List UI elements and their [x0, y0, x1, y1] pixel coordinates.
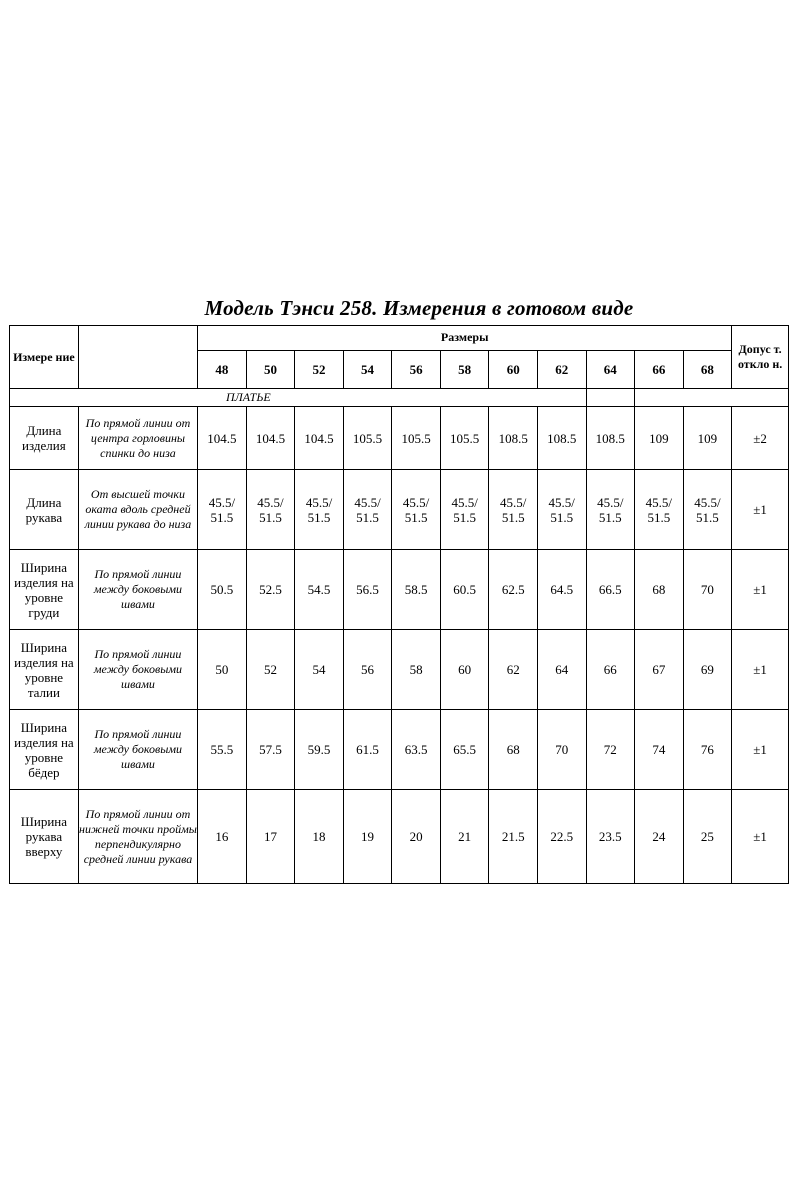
measurement-value: 108.5	[537, 407, 586, 470]
measurement-row	[10, 407, 789, 470]
measurement-value: 109	[635, 407, 684, 470]
measurement-value: 69	[683, 630, 732, 710]
measurement-row	[10, 630, 789, 710]
measurement-value: 62.5	[489, 550, 538, 630]
measurement-value: 20	[392, 790, 441, 884]
measurement-description: По прямой линии от центра горловины спинки до низа	[78, 407, 197, 470]
measurement-value: 74	[635, 710, 684, 790]
measurement-value: 64	[537, 630, 586, 710]
measurement-value: 76	[683, 710, 732, 790]
measurement-value: 24	[635, 790, 684, 884]
measurement-value: 66.5	[586, 550, 635, 630]
measurement-value: 18	[295, 790, 344, 884]
tolerance-value: ±1	[732, 550, 789, 630]
measurement-value: 70	[683, 550, 732, 630]
measurement-description: По прямой линии между боковыми швами	[78, 630, 197, 710]
measurement-value: 58.5	[392, 550, 441, 630]
measurement-value: 52.5	[246, 550, 295, 630]
size-header-cell: 52	[295, 351, 344, 389]
measurement-value: 62	[489, 630, 538, 710]
measurement-value: 58	[392, 630, 441, 710]
size-header-cell: 64	[586, 351, 635, 389]
measurement-value: 108.5	[489, 407, 538, 470]
measurement-description: По прямой линии между боковыми швами	[78, 550, 197, 630]
measurement-value: 45.5/ 51.5	[489, 470, 538, 550]
sizes-header: Размеры	[198, 326, 732, 351]
section-row	[10, 389, 789, 407]
measurement-value: 16	[198, 790, 247, 884]
tolerance-value: ±1	[732, 790, 789, 884]
size-header-cell: 58	[440, 351, 489, 389]
measurement-value: 60.5	[440, 550, 489, 630]
measurement-value: 61.5	[343, 710, 392, 790]
measurement-value: 63.5	[392, 710, 441, 790]
measurement-value: 22.5	[537, 790, 586, 884]
measurement-value: 68	[635, 550, 684, 630]
measurement-value: 50	[198, 630, 247, 710]
measurement-value: 65.5	[440, 710, 489, 790]
measurement-value: 55.5	[198, 710, 247, 790]
measurement-value: 68	[489, 710, 538, 790]
measurement-value: 108.5	[586, 407, 635, 470]
section-spacer-cell	[635, 389, 789, 407]
measurement-value: 25	[683, 790, 732, 884]
tolerance-value: ±2	[732, 407, 789, 470]
tolerance-value: ±1	[732, 710, 789, 790]
document-title: Модель Тэнси 258. Измерения в готовом виде	[204, 296, 634, 320]
size-header-cell: 50	[246, 351, 295, 389]
measurement-row	[10, 710, 789, 790]
measurement-description: По прямой линии от нижней точки проймы перпендикулярно средней линии рукава	[78, 790, 197, 884]
measurement-value: 56.5	[343, 550, 392, 630]
measurement-value: 66	[586, 630, 635, 710]
header-row-sizes-label	[10, 326, 789, 351]
measurement-name: Ширина изделия на уровне талии	[10, 630, 79, 710]
measurements-table	[9, 325, 789, 884]
measurement-value: 21.5	[489, 790, 538, 884]
measurement-value: 105.5	[392, 407, 441, 470]
measurement-name: Ширина изделия на уровне бёдер	[10, 710, 79, 790]
measurement-value: 105.5	[343, 407, 392, 470]
measurement-value: 23.5	[586, 790, 635, 884]
measurement-value: 45.5/ 51.5	[198, 470, 247, 550]
measurement-value: 45.5/ 51.5	[246, 470, 295, 550]
measurement-name: Ширина рукава вверху	[10, 790, 79, 884]
measurement-value: 45.5/ 51.5	[683, 470, 732, 550]
measurement-value: 104.5	[246, 407, 295, 470]
measurement-value: 70	[537, 710, 586, 790]
size-header-cell: 56	[392, 351, 441, 389]
measurement-value: 67	[635, 630, 684, 710]
measurement-value: 57.5	[246, 710, 295, 790]
measurement-row	[10, 550, 789, 630]
size-header-cell: 68	[683, 351, 732, 389]
size-header-cell: 54	[343, 351, 392, 389]
measurement-value: 45.5/ 51.5	[635, 470, 684, 550]
measurement-value: 50.5	[198, 550, 247, 630]
measurement-value: 105.5	[440, 407, 489, 470]
measurement-value: 104.5	[295, 407, 344, 470]
measurement-description: От высшей точки оката вдоль средней линии рукава до низа	[78, 470, 197, 550]
measurement-value: 21	[440, 790, 489, 884]
section-spacer-cell	[586, 389, 635, 407]
measurement-name: Длина рукава	[10, 470, 79, 550]
size-header-cell: 66	[635, 351, 684, 389]
measurement-value: 52	[246, 630, 295, 710]
measurement-value: 54	[295, 630, 344, 710]
measurement-value: 45.5/ 51.5	[537, 470, 586, 550]
measurement-description: По прямой линии между боковыми швами	[78, 710, 197, 790]
tolerance-value: ±1	[732, 630, 789, 710]
measurement-row	[10, 470, 789, 550]
measurement-value: 60	[440, 630, 489, 710]
measurement-value: 64.5	[537, 550, 586, 630]
measurement-value: 45.5/ 51.5	[295, 470, 344, 550]
measurement-column-header: Измере ние	[10, 326, 79, 389]
measurement-value: 45.5/ 51.5	[586, 470, 635, 550]
measurement-value: 54.5	[295, 550, 344, 630]
table-body	[10, 326, 789, 884]
measurement-row	[10, 790, 789, 884]
measurement-value: 17	[246, 790, 295, 884]
measurement-value: 45.5/ 51.5	[343, 470, 392, 550]
measurement-value: 19	[343, 790, 392, 884]
measurement-name: Длина изделия	[10, 407, 79, 470]
measurement-value: 45.5/ 51.5	[440, 470, 489, 550]
tolerance-value: ±1	[732, 470, 789, 550]
size-header-cell: 48	[198, 351, 247, 389]
size-header-cell: 60	[489, 351, 538, 389]
measurement-value: 45.5/ 51.5	[392, 470, 441, 550]
section-label: ПЛАТЬЕ	[10, 389, 587, 407]
tolerance-column-header: Допус т. откло н.	[732, 326, 789, 389]
measurement-value: 72	[586, 710, 635, 790]
measurement-value: 104.5	[198, 407, 247, 470]
size-header-cell: 62	[537, 351, 586, 389]
description-column-header	[78, 326, 197, 389]
measurement-value: 109	[683, 407, 732, 470]
measurement-name: Ширина изделия на уровне груди	[10, 550, 79, 630]
measurement-value: 56	[343, 630, 392, 710]
measurement-value: 59.5	[295, 710, 344, 790]
